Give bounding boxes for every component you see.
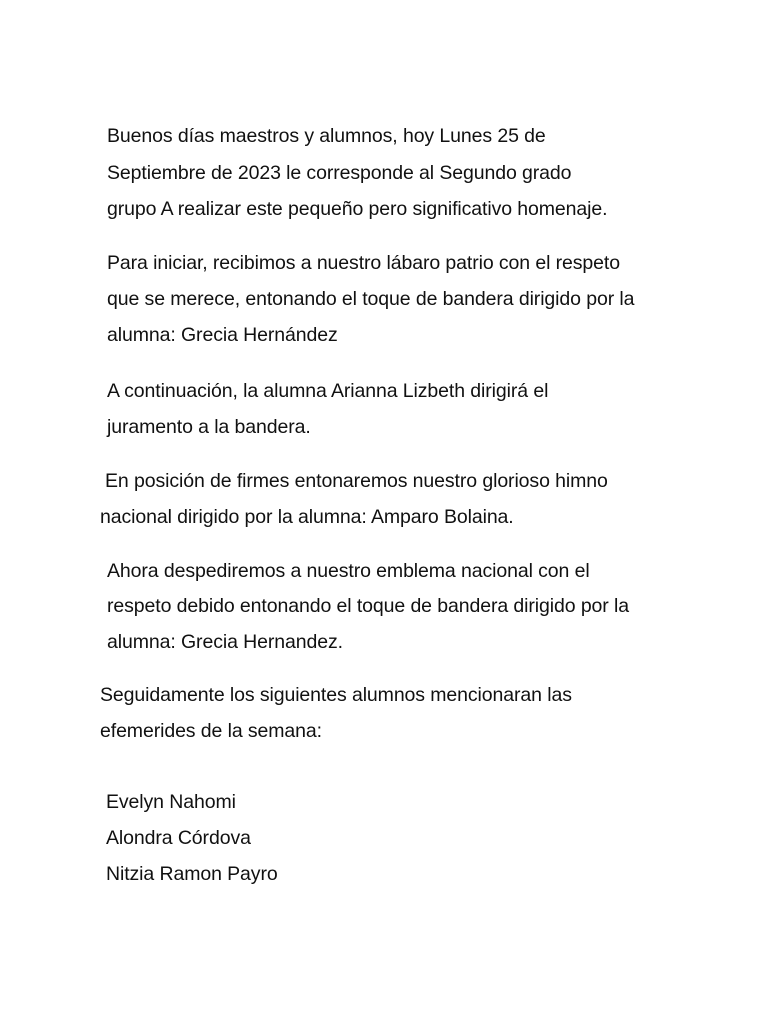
paragraph-3-line-1: A continuación, la alumna Arianna Lizbeth dirigirá el [107, 380, 549, 402]
paragraph-2-line-1: Para iniciar, recibimos a nuestro lábaro patrio con el respeto [107, 252, 620, 274]
student-name-3: Nitzia Ramon Payro [106, 863, 278, 885]
paragraph-6-line-2: efemerides de la semana: [100, 720, 322, 742]
paragraph-1-line-1: Buenos días maestros y alumnos, hoy Lunes 25 de [107, 125, 546, 147]
paragraph-1-line-3: grupo A realizar este pequeño pero significativo homenaje. [107, 198, 608, 220]
paragraph-6-line-1: Seguidamente los siguientes alumnos mencionaran las [100, 684, 572, 706]
paragraph-3-line-2: juramento a la bandera. [107, 416, 311, 438]
paragraph-2-line-3: alumna: Grecia Hernández [107, 324, 338, 346]
paragraph-1-line-2: Septiembre de 2023 le corresponde al Segundo grado [107, 162, 572, 184]
paragraph-2-line-2: que se merece, entonando el toque de bandera dirigido por la [107, 288, 635, 310]
paragraph-5-line-3: alumna: Grecia Hernandez. [107, 631, 343, 653]
student-name-1: Evelyn Nahomi [106, 791, 236, 813]
paragraph-4-line-2: nacional dirigido por la alumna: Amparo Bolaina. [100, 506, 514, 528]
paragraph-5-line-1: Ahora despediremos a nuestro emblema nacional con el [107, 560, 590, 582]
paragraph-4-line-1: En posición de firmes entonaremos nuestro glorioso himno [105, 470, 608, 492]
paragraph-5-line-2: respeto debido entonando el toque de bandera dirigido por la [107, 595, 629, 617]
student-name-2: Alondra Córdova [106, 827, 251, 849]
